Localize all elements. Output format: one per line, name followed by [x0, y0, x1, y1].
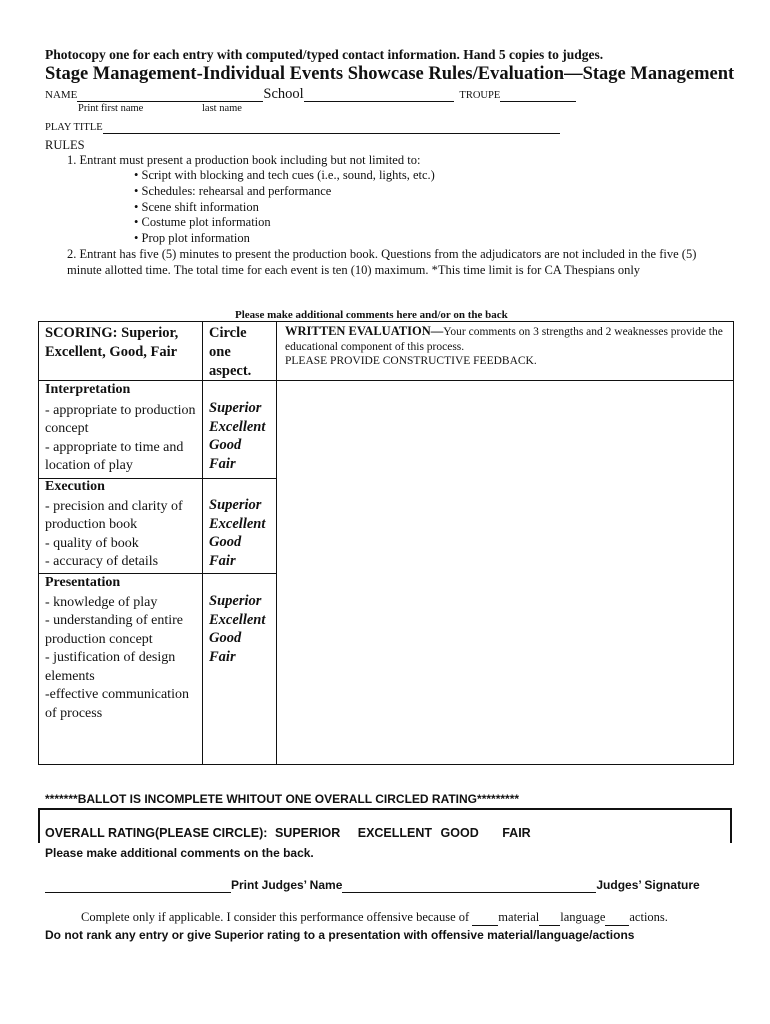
section-title-execution: Execution	[45, 479, 105, 494]
constructive-feedback: PLEASE PROVIDE CONSTRUCTIVE FEEDBACK.	[285, 355, 537, 367]
rule-2: 2. Entrant has five (5) minutes to present the production book. Questions from the adjudicators are not included in the five (5) minute allotted time. The total time for each event is ten (10) maximum. *This time limit is for CA Thespians only	[67, 247, 697, 277]
judges-signature-field[interactable]	[342, 878, 596, 893]
rating-option[interactable]: Good	[209, 534, 242, 550]
print-judges-name-label: Print Judges’ Name	[231, 878, 343, 892]
circle-header: Circle one aspect.	[209, 325, 252, 379]
rating-option[interactable]: Excellent	[209, 515, 266, 532]
name-field[interactable]	[77, 89, 263, 102]
troupe-field[interactable]	[500, 89, 576, 102]
back-comments-note: Please make additional comments on the back.	[45, 846, 314, 860]
rating-option[interactable]: Superior	[209, 497, 262, 513]
judges-signature-label: Judges’ Signature	[596, 878, 700, 892]
language-blank[interactable]	[539, 910, 560, 926]
play-title-field[interactable]	[103, 122, 560, 134]
name-label: NAME	[45, 89, 78, 101]
last-name-label: last name	[202, 103, 242, 114]
presentation-criteria	[45, 574, 200, 723]
criterion: - accuracy of details	[45, 554, 159, 569]
scoring-header: SCORING: Superior, Excellent, Good, Fair	[45, 325, 179, 360]
rating-option[interactable]: Fair	[209, 552, 236, 569]
actions-blank[interactable]	[605, 910, 629, 926]
interpretation-criteria	[45, 381, 200, 476]
rule-bullet: • Script with blocking and tech cues (i.e., sound, lights, etc.)	[134, 168, 435, 182]
criterion: - understanding of entire production concept	[45, 613, 184, 647]
rating-option[interactable]: Fair	[209, 455, 236, 472]
actions-label: actions.	[629, 910, 668, 924]
criterion: - knowledge of play	[45, 594, 158, 610]
overall-rating-label: OVERALL RATING(PLEASE CIRCLE):	[45, 826, 268, 840]
rule-bullet: • Schedules: rehearsal and performance	[134, 184, 332, 198]
rating-option[interactable]: Excellent	[209, 611, 266, 628]
criterion: - appropriate to time and location of play	[45, 439, 184, 473]
overall-option-superior[interactable]: SUPERIOR	[274, 826, 341, 840]
rule-1: 1. Entrant must present a production book including but not limited to:	[67, 153, 421, 167]
written-evaluation-title: WRITTEN EVALUATION—	[285, 324, 444, 338]
written-evaluation-header	[285, 324, 725, 369]
criterion: - justification of design elements	[45, 650, 176, 684]
play-title-label: PLAY TITLE	[45, 122, 103, 133]
rating-option[interactable]: Superior	[209, 593, 262, 609]
offensive-text: Complete only if applicable. I consider this performance offensive because of	[81, 910, 473, 924]
rating-option[interactable]: Good	[209, 630, 242, 646]
rating-option[interactable]: Fair	[209, 648, 236, 665]
print-judges-name-field[interactable]	[45, 878, 231, 893]
material-label: material	[498, 910, 540, 924]
troupe-label: TROUPE	[459, 90, 501, 101]
section-title-presentation: Presentation	[45, 575, 121, 590]
presentation-ratings	[209, 592, 265, 666]
overall-option-good[interactable]: GOOD	[440, 826, 479, 840]
rating-option[interactable]: Excellent	[209, 418, 266, 435]
overall-rating-row	[45, 826, 531, 840]
criterion: -effective communication of process	[45, 687, 189, 721]
execution-criteria	[45, 478, 200, 572]
criterion: - quality of book	[45, 535, 139, 551]
ballot-warning: *******BALLOT IS INCOMPLETE WHITOUT ONE OVERALL CIRCLED RATING*********	[45, 792, 520, 806]
written-evaluation-text: Your comments on 3 strengths and 2 weaknesses provide the educational component of this process.	[285, 326, 723, 353]
rating-option[interactable]: Good	[209, 437, 242, 453]
rating-option[interactable]: Superior	[209, 400, 262, 416]
overall-option-excellent[interactable]: EXCELLENT	[357, 826, 433, 840]
school-field[interactable]	[304, 89, 454, 102]
signature-row	[45, 878, 700, 893]
offensive-row	[81, 910, 668, 926]
photocopy-instruction: Photocopy one for each entry with computed/typed contact information. Hand 5 copies to judges.	[45, 47, 604, 62]
section-title-interpretation: Interpretation	[45, 382, 131, 397]
criterion: - precision and clarity of production book	[45, 498, 183, 532]
comments-note: Please make additional comments here and/or on the back	[235, 309, 508, 321]
rule-bullet: • Scene shift information	[134, 200, 259, 214]
material-blank[interactable]	[472, 910, 498, 926]
school-label: School	[263, 86, 304, 102]
offensive-warning: Do not rank any entry or give Superior rating to a presentation with offensive material/language/actions	[45, 928, 635, 942]
criterion: - appropriate to production concept	[45, 402, 196, 436]
name-row	[45, 86, 576, 103]
overall-option-fair[interactable]: FAIR	[502, 826, 531, 840]
play-title-row	[45, 122, 560, 134]
execution-ratings	[209, 496, 265, 570]
interpretation-ratings	[209, 399, 265, 473]
rule-bullet: • Costume plot information	[134, 215, 271, 229]
rule-bullet: • Prop plot information	[134, 231, 250, 245]
page-title: Stage Management-Individual Events Showcase Rules/Evaluation—Stage Management	[45, 64, 735, 84]
print-first-name-label: Print first name	[78, 103, 144, 114]
written-evaluation-area[interactable]	[277, 381, 733, 764]
rules-heading: RULES	[45, 138, 85, 152]
language-label: language	[560, 910, 606, 924]
